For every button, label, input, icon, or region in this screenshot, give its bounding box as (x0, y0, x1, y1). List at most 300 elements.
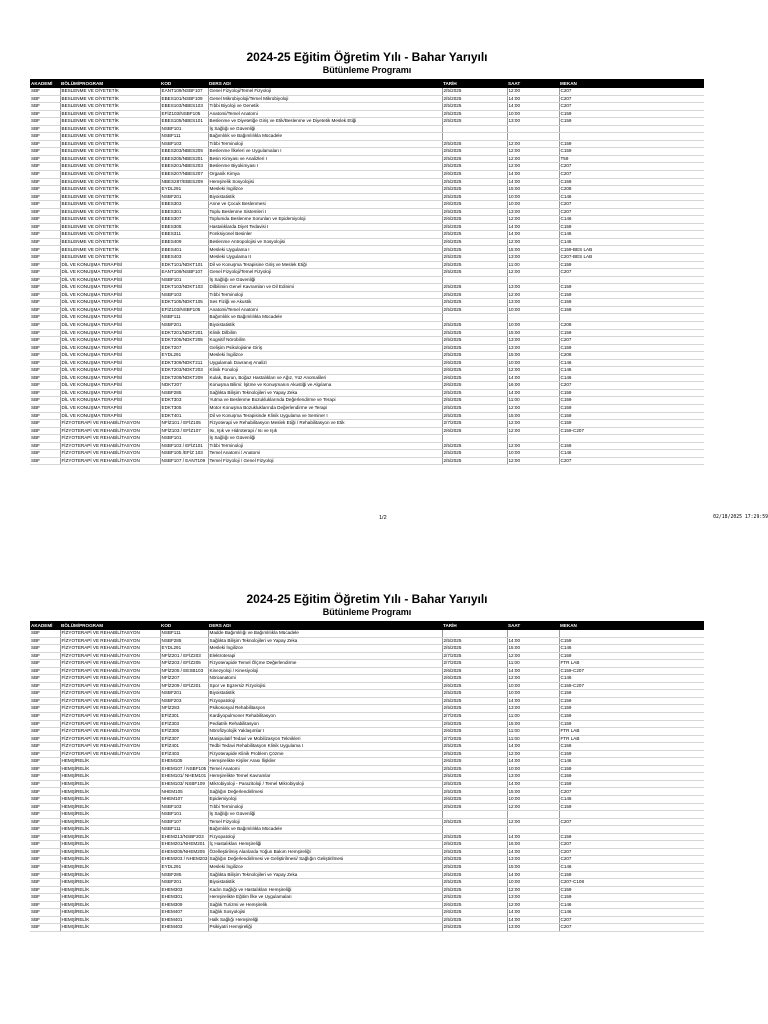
table-row (30, 916, 704, 924)
cell-mekan: C207 (559, 95, 704, 103)
cell-mekan: C207 (559, 269, 704, 277)
cell-ders-adi: Klinik Dilbilim (208, 329, 442, 337)
cell-mekan: C159 (559, 148, 704, 156)
cell-ders-adi: Beslenme İlkeleri ve Uygulamaları I (208, 148, 442, 156)
cell-bolum-program: DİL VE KONUŞMA TERAPİSİ (60, 344, 160, 352)
cell-bolum-program: HEMŞİRELİK (60, 901, 160, 909)
cell-bolum-program: HEMŞİRELİK (60, 871, 160, 879)
cell-kod: EDKT303 (160, 397, 208, 405)
cell-kod: NSBF111 (160, 314, 208, 322)
table-row (30, 780, 704, 788)
cell-mekan: C159 (559, 637, 704, 645)
cell-bolum-program: FİZYOTERAPİ VE REHABİLİTASYON (60, 675, 160, 683)
cell-kod: EHEM309 (160, 901, 208, 909)
cell-bolum-program: BESLENME VE DİYETETİK (60, 103, 160, 111)
cell-kod: EYDL291 (160, 352, 208, 360)
header-ders-adi: DERS ADI (208, 621, 442, 630)
cell-saat: 16:00 (507, 382, 559, 390)
cell-akademi: SBF (30, 442, 60, 450)
cell-bolum-program: HEMŞİRELİK (60, 811, 160, 819)
cell-tarih: 2/5/2025 (442, 773, 507, 781)
cell-ders-adi: Kulak, Burun, Boğaz Hastalıkları ve Ağız, Yüz Anomalileri (208, 374, 442, 382)
cell-saat: 13:00 (507, 773, 559, 781)
cell-tarih: 2/5/2025 (442, 155, 507, 163)
cell-tarih (442, 314, 507, 322)
header-akademi: AKADEMİ (30, 79, 60, 88)
cell-ders-adi: İş Sağlığı ve Güvenliği (208, 125, 442, 133)
table-row (30, 359, 704, 367)
cell-ders-adi: Spor ve Egzersiz Fizyolojisi (208, 682, 442, 690)
cell-akademi: SBF (30, 435, 60, 443)
cell-mekan: C159 (559, 690, 704, 698)
cell-bolum-program: HEMŞİRELİK (60, 841, 160, 849)
cell-tarih: 2/6/2025 (442, 667, 507, 675)
cell-mekan: C207-C108 (559, 879, 704, 887)
cell-ders-adi: İş Sağlığı ve Güvenliği (208, 435, 442, 443)
cell-akademi: SBF (30, 667, 60, 675)
cell-mekan (559, 811, 704, 819)
cell-akademi: SBF (30, 238, 60, 246)
header-saat: SAAT (507, 79, 559, 88)
cell-akademi: SBF (30, 299, 60, 307)
cell-tarih: 2/5/2025 (442, 344, 507, 352)
table-row (30, 389, 704, 397)
cell-tarih: 2/5/2025 (442, 833, 507, 841)
cell-kod: EBES103/NBES103 (160, 103, 208, 111)
cell-saat: 10:00 (507, 321, 559, 329)
cell-bolum-program: FİZYOTERAPİ VE REHABİLİTASYON (60, 637, 160, 645)
cell-saat: 12:00 (507, 652, 559, 660)
cell-akademi: SBF (30, 88, 60, 95)
cell-bolum-program: HEMŞİRELİK (60, 780, 160, 788)
cell-akademi: SBF (30, 682, 60, 690)
cell-tarih: 2/5/2025 (442, 178, 507, 186)
cell-akademi: SBF (30, 901, 60, 909)
cell-bolum-program: FİZYOTERAPİ VE REHABİLİTASYON (60, 728, 160, 736)
cell-mekan: C159-C207 (559, 682, 704, 690)
cell-ders-adi: Kadın Sağlığı ve Hastalıkları Hemşireliği (208, 886, 442, 894)
cell-kod: EYDL291 (160, 863, 208, 871)
cell-tarih (442, 435, 507, 443)
cell-akademi: SBF (30, 826, 60, 834)
cell-kod: EHEM201/NHEM201 (160, 841, 208, 849)
cell-bolum-program: FİZYOTERAPİ VE REHABİLİTASYON (60, 705, 160, 713)
cell-tarih: 2/5/2025 (442, 442, 507, 450)
cell-tarih (442, 811, 507, 819)
cell-akademi: SBF (30, 457, 60, 465)
cell-kod: EFİZ401 (160, 743, 208, 751)
table-row (30, 329, 704, 337)
cell-mekan: T59 (559, 155, 704, 163)
table-row (30, 630, 704, 637)
cell-ders-adi: İş Sağlığı ve Güvenliği (208, 276, 442, 284)
cell-kod: EHEM301 (160, 894, 208, 902)
table-row (30, 645, 704, 653)
cell-mekan: C207 (559, 818, 704, 826)
print-timestamp: 02/18/2025 17:29:59 (713, 515, 768, 520)
cell-bolum-program: FİZYOTERAPİ VE REHABİLİTASYON (60, 743, 160, 751)
cell-saat: 10:00 (507, 110, 559, 118)
cell-saat (507, 125, 559, 133)
cell-bolum-program: HEMŞİRELİK (60, 909, 160, 917)
cell-mekan: C208 (559, 352, 704, 360)
cell-ders-adi: Tedbi Tedavi Rehabilitasyon Klinik Uygulama I (208, 743, 442, 751)
cell-bolum-program: BESLENME VE DİYETETİK (60, 163, 160, 171)
cell-tarih: 2/5/2025 (442, 88, 507, 95)
cell-ders-adi: Gelişim Psikolojisine Giriş (208, 344, 442, 352)
cell-saat: 10:00 (507, 682, 559, 690)
cell-kod: EBES301 (160, 208, 208, 216)
cell-akademi: SBF (30, 871, 60, 879)
cell-mekan: C159 (559, 442, 704, 450)
cell-mekan: C207 (559, 924, 704, 932)
cell-saat: 14:00 (507, 389, 559, 397)
cell-akademi: SBF (30, 193, 60, 201)
table-row (30, 720, 704, 728)
cell-akademi: SBF (30, 306, 60, 314)
cell-akademi: SBF (30, 690, 60, 698)
table-row (30, 238, 704, 246)
cell-kod: NFİZ205 / EESB103 (160, 667, 208, 675)
cell-saat: 13:00 (507, 337, 559, 345)
cell-tarih: 2/5/2025 (442, 720, 507, 728)
table-row (30, 713, 704, 721)
cell-bolum-program: HEMŞİRELİK (60, 803, 160, 811)
cell-mekan: C159-BES LAB (559, 246, 704, 254)
cell-ders-adi: Genel Fizyoloji/Temel Fizyoloji (208, 88, 442, 95)
table-row (30, 321, 704, 329)
cell-mekan: C159-C207 (559, 667, 704, 675)
cell-mekan: C159 (559, 284, 704, 292)
table-row (30, 125, 704, 133)
cell-akademi: SBF (30, 367, 60, 375)
cell-akademi: SBF (30, 735, 60, 743)
cell-tarih: 2/5/2025 (442, 788, 507, 796)
cell-kod: EBES205/NBES201 (160, 155, 208, 163)
cell-akademi: SBF (30, 652, 60, 660)
cell-mekan: C159 (559, 291, 704, 299)
cell-saat: 14:00 (507, 223, 559, 231)
cell-akademi: SBF (30, 675, 60, 683)
cell-ders-adi: Fizyopatoloji (208, 833, 442, 841)
cell-bolum-program: HEMŞİRELİK (60, 856, 160, 864)
cell-kod: NSBF201 (160, 321, 208, 329)
cell-akademi: SBF (30, 321, 60, 329)
cell-ders-adi: Ses Fiziği ve Akustik (208, 299, 442, 307)
table-row (30, 186, 704, 194)
table-row (30, 427, 704, 435)
cell-tarih: 2/5/2025 (442, 750, 507, 758)
cell-akademi: SBF (30, 261, 60, 269)
cell-akademi: SBF (30, 276, 60, 284)
cell-bolum-program: HEMŞİRELİK (60, 924, 160, 932)
cell-tarih: 2/5/2025 (442, 269, 507, 277)
cell-mekan: C159 (559, 773, 704, 781)
cell-tarih: 2/7/2025 (442, 652, 507, 660)
cell-ders-adi: Tıbbi Terminoloji (208, 803, 442, 811)
cell-tarih: 2/5/2025 (442, 765, 507, 773)
cell-bolum-program: DİL VE KONUŞMA TERAPİSİ (60, 374, 160, 382)
cell-mekan (559, 826, 704, 834)
cell-bolum-program: DİL VE KONUŞMA TERAPİSİ (60, 314, 160, 322)
cell-tarih: 2/5/2025 (442, 140, 507, 148)
cell-bolum-program: HEMŞİRELİK (60, 758, 160, 766)
cell-akademi: SBF (30, 352, 60, 360)
table-row (30, 871, 704, 879)
cell-akademi: SBF (30, 155, 60, 163)
cell-saat: 10:00 (507, 306, 559, 314)
cell-bolum-program: DİL VE KONUŞMA TERAPİSİ (60, 389, 160, 397)
table-row (30, 743, 704, 751)
header-tarih: TARİH (442, 79, 507, 88)
cell-akademi: SBF (30, 148, 60, 156)
cell-kod: EDKT207 (160, 344, 208, 352)
cell-mekan: C159 (559, 705, 704, 713)
cell-ders-adi: Sağlığın Değerlendirilmesi (208, 788, 442, 796)
cell-saat: 14:00 (507, 171, 559, 179)
table-row (30, 675, 704, 683)
cell-akademi: SBF (30, 909, 60, 917)
cell-tarih: 2/5/2025 (442, 389, 507, 397)
cell-akademi: SBF (30, 178, 60, 186)
cell-bolum-program: HEMŞİRELİK (60, 773, 160, 781)
cell-saat (507, 314, 559, 322)
cell-tarih: 2/5/2025 (442, 95, 507, 103)
cell-ders-adi: Beslenme Biyokimyası I (208, 163, 442, 171)
cell-ders-adi: Mesleki Uygulama II (208, 254, 442, 262)
cell-akademi: SBF (30, 254, 60, 262)
cell-saat: 15:00 (507, 186, 559, 194)
cell-saat: 14:00 (507, 743, 559, 751)
cell-mekan (559, 276, 704, 284)
cell-kod: EHEM401 (160, 916, 208, 924)
cell-ders-adi: Uygulamalı Davranış Analizi (208, 359, 442, 367)
cell-saat: 14:00 (507, 231, 559, 239)
cell-kod: NFİZ207 (160, 675, 208, 683)
table-row (30, 894, 704, 902)
cell-mekan: C159 (559, 894, 704, 902)
cell-kod: NSBF111 (160, 826, 208, 834)
cell-ders-adi: Tıbbi Biyoloji ve Genetik (208, 103, 442, 111)
cell-mekan: C146 (559, 216, 704, 224)
cell-bolum-program: DİL VE KONUŞMA TERAPİSİ (60, 299, 160, 307)
cell-tarih: 2/5/2025 (442, 848, 507, 856)
cell-saat: 13:00 (507, 254, 559, 262)
cell-akademi: SBF (30, 630, 60, 637)
cell-akademi: SBF (30, 637, 60, 645)
cell-mekan: C159 (559, 118, 704, 126)
cell-akademi: SBF (30, 788, 60, 796)
cell-saat: 12:00 (507, 442, 559, 450)
cell-kod: EHEM101/ NHEM101 (160, 773, 208, 781)
cell-mekan: C207 (559, 788, 704, 796)
cell-bolum-program: BESLENME VE DİYETETİK (60, 193, 160, 201)
cell-mekan: C159 (559, 720, 704, 728)
cell-mekan: C159 (559, 140, 704, 148)
cell-mekan: C146 (559, 645, 704, 653)
cell-kod: EDKT201/NDKT201 (160, 329, 208, 337)
cell-bolum-program: DİL VE KONUŞMA TERAPİSİ (60, 306, 160, 314)
cell-saat: 11:00 (507, 713, 559, 721)
cell-saat: 10:00 (507, 193, 559, 201)
cell-akademi: SBF (30, 420, 60, 428)
cell-ders-adi: Pediatrik Rehabilitasyon (208, 720, 442, 728)
cell-saat: 10:00 (507, 450, 559, 458)
cell-saat: 13:00 (507, 299, 559, 307)
cell-saat: 12:00 (507, 367, 559, 375)
table-row (30, 705, 704, 713)
cell-mekan: C207 (559, 457, 704, 465)
cell-mekan: C146 (559, 193, 704, 201)
cell-akademi: SBF (30, 743, 60, 751)
cell-bolum-program: BESLENME VE DİYETETİK (60, 201, 160, 209)
cell-bolum-program: BESLENME VE DİYETETİK (60, 208, 160, 216)
cell-bolum-program: FİZYOTERAPİ VE REHABİLİTASYON (60, 713, 160, 721)
cell-ders-adi: Kardiyopulmoner Rehabilitasyon (208, 713, 442, 721)
cell-saat (507, 276, 559, 284)
table-row (30, 299, 704, 307)
cell-bolum-program: DİL VE KONUŞMA TERAPİSİ (60, 321, 160, 329)
table-row (30, 216, 704, 224)
cell-kod: EFİZ307 (160, 735, 208, 743)
cell-mekan (559, 630, 704, 637)
cell-ders-adi: Anne ve Çocuk Beslenmesi (208, 201, 442, 209)
cell-saat: 15:00 (507, 720, 559, 728)
cell-bolum-program: DİL VE KONUŞMA TERAPİSİ (60, 269, 160, 277)
cell-akademi: SBF (30, 284, 60, 292)
cell-ders-adi: Halk Sağlığı Hemşireliği (208, 916, 442, 924)
cell-saat: 12:00 (507, 216, 559, 224)
cell-kod: EBES409 (160, 238, 208, 246)
cell-ders-adi: Sağlıkta Bilişim Teknolojileri ve Yapay Zeka (208, 389, 442, 397)
table-row (30, 856, 704, 864)
table-row (30, 344, 704, 352)
cell-akademi: SBF (30, 848, 60, 856)
cell-ders-adi: Mesleki İngilizce (208, 645, 442, 653)
table-row (30, 826, 704, 834)
cell-mekan: FTR LAB (559, 728, 704, 736)
table-row (30, 637, 704, 645)
cell-mekan: C146 (559, 367, 704, 375)
cell-akademi: SBF (30, 660, 60, 668)
cell-tarih: 2/5/2025 (442, 863, 507, 871)
page-subtitle: Bütünleme Programı (322, 607, 412, 617)
cell-ders-adi: Biyoistatistik (208, 879, 442, 887)
table-row (30, 901, 704, 909)
cell-tarih: 2/6/2025 (442, 796, 507, 804)
cell-bolum-program: BESLENME VE DİYETETİK (60, 140, 160, 148)
table-row (30, 765, 704, 773)
cell-tarih: 2/5/2025 (442, 690, 507, 698)
cell-bolum-program: BESLENME VE DİYETETİK (60, 88, 160, 95)
cell-ders-adi: Sağlığın Değerlendirilmesi ve Geliştirilmesi/ Sağlığın Geliştirilmesi (208, 856, 442, 864)
cell-akademi: SBF (30, 329, 60, 337)
cell-akademi: SBF (30, 314, 60, 322)
cell-kod: EYDL291 (160, 186, 208, 194)
cell-saat: 13:00 (507, 208, 559, 216)
cell-kod: NSBF285 (160, 871, 208, 879)
cell-bolum-program: BESLENME VE DİYETETİK (60, 125, 160, 133)
cell-mekan: C207 (559, 171, 704, 179)
table-row (30, 276, 704, 284)
cell-saat: 12:00 (507, 148, 559, 156)
cell-saat: 15:00 (507, 645, 559, 653)
cell-bolum-program: FİZYOTERAPİ VE REHABİLİTASYON (60, 682, 160, 690)
cell-mekan: C159 (559, 713, 704, 721)
cell-ders-adi: Hemşirelikte Kişiler Arası İlişkiler (208, 758, 442, 766)
cell-kod: NHEM105 (160, 788, 208, 796)
cell-bolum-program: HEMŞİRELİK (60, 863, 160, 871)
cell-bolum-program: BESLENME VE DİYETETİK (60, 254, 160, 262)
cell-mekan: FTR LAB (559, 660, 704, 668)
table-row (30, 924, 704, 932)
cell-akademi: SBF (30, 118, 60, 126)
cell-akademi: SBF (30, 856, 60, 864)
table-row (30, 163, 704, 171)
cell-saat: 14:00 (507, 637, 559, 645)
cell-saat: 13:00 (507, 344, 559, 352)
table-row (30, 788, 704, 796)
cell-saat: 10:00 (507, 690, 559, 698)
cell-bolum-program: FİZYOTERAPİ VE REHABİLİTASYON (60, 735, 160, 743)
cell-mekan: C159 (559, 743, 704, 751)
cell-mekan: C159 (559, 765, 704, 773)
cell-tarih: 2/5/2025 (442, 284, 507, 292)
cell-ders-adi: Manipulatif Tedavi ve Mobilizasyon Teknikleri (208, 735, 442, 743)
cell-bolum-program: HEMŞİRELİK (60, 833, 160, 841)
table-row (30, 404, 704, 412)
cell-akademi: SBF (30, 95, 60, 103)
cell-kod: NSBF103 (160, 140, 208, 148)
cell-kod: EFİZ403 (160, 750, 208, 758)
cell-kod: EDKT209/NDKT209 (160, 374, 208, 382)
cell-tarih: 2/5/2025 (442, 337, 507, 345)
cell-mekan: C159 (559, 223, 704, 231)
cell-ders-adi: Fizyopatoloji (208, 697, 442, 705)
table-row (30, 811, 704, 819)
cell-ders-adi: Sağlıkta Bilişim Teknolojileri ve Yapay Zeka (208, 871, 442, 879)
cell-saat: 15:00 (507, 329, 559, 337)
cell-saat: 15:00 (507, 788, 559, 796)
schedule-table (30, 79, 704, 465)
cell-tarih: 2/5/2025 (442, 645, 507, 653)
cell-bolum-program: FİZYOTERAPİ VE REHABİLİTASYON (60, 750, 160, 758)
cell-kod: EBES307 (160, 216, 208, 224)
cell-ders-adi: Motor Konuşma Bozukluklarında Değerlendirme ve Terapi (208, 404, 442, 412)
cell-tarih: 2/5/2025 (442, 924, 507, 932)
cell-saat: 10:00 (507, 359, 559, 367)
table-row (30, 133, 704, 141)
cell-akademi: SBF (30, 216, 60, 224)
cell-tarih (442, 133, 507, 141)
cell-kod: NFİZ103 / EFİZ107 (160, 427, 208, 435)
cell-tarih: 2/5/2025 (442, 856, 507, 864)
cell-tarih: 2/5/2025 (442, 254, 507, 262)
cell-kod: EBES207/NBES207 (160, 171, 208, 179)
cell-kod: NSBF107 (160, 818, 208, 826)
cell-akademi: SBF (30, 201, 60, 209)
table-row (30, 690, 704, 698)
cell-bolum-program: DİL VE KONUŞMA TERAPİSİ (60, 329, 160, 337)
cell-mekan: C146 (559, 909, 704, 917)
cell-akademi: SBF (30, 803, 60, 811)
cell-bolum-program: FİZYOTERAPİ VE REHABİLİTASYON (60, 442, 160, 450)
table-row (30, 352, 704, 360)
cell-kod: NSBF105 /EFİZ 103 (160, 450, 208, 458)
cell-saat (507, 133, 559, 141)
cell-kod: NSBF103 / EFİZ101 (160, 442, 208, 450)
cell-saat: 16:00 (507, 841, 559, 849)
